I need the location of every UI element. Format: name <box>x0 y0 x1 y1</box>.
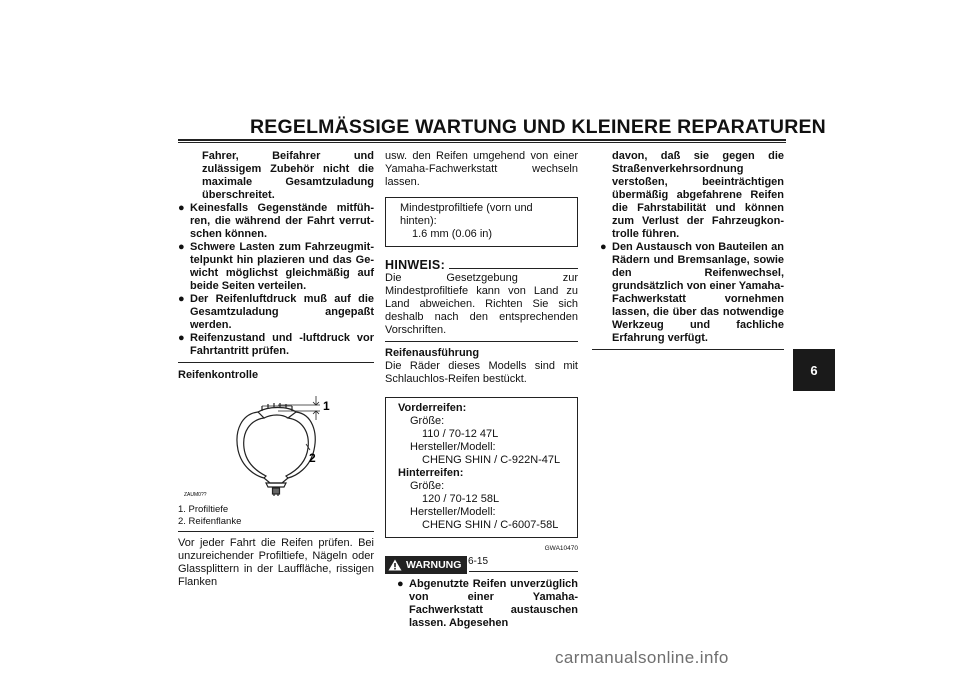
body-text: usw. den Reifen umgehend von einer Yamaha-Fachwerkstatt wechseln lassen. <box>385 150 578 188</box>
warning-bullet: ● Der Reifenluftdruck muß auf die Gesamtzuladung angepaßt werden. <box>178 293 374 331</box>
column-3 <box>592 150 784 350</box>
bullet-icon: ● <box>178 241 185 253</box>
figure-caption-1: 1. Profiltiefe <box>178 504 229 515</box>
page-number: 6-15 <box>468 556 489 567</box>
bullet-icon: ● <box>178 202 185 214</box>
note-header <box>385 259 578 272</box>
note-text: Die Gesetzgebung zur Mindestprofiltiefe kann von Land zu Land abweichen. Richten Sie sich deshalb nach den entsprechenden Vorschriften. <box>385 272 578 336</box>
page-title: REGELMÄSSIGE WARTUNG UND KLEINERE REPARATUREN <box>250 116 826 138</box>
figure-code: ZAUM0?? <box>184 492 207 498</box>
chapter-tab: 6 <box>793 349 835 391</box>
caption-divider <box>178 531 374 532</box>
warning-bullet: ● Keinesfalls Gegenstände mitführen, die während der Fahrt verrutschen können. <box>178 202 374 240</box>
warning-continuation: Fahrer, Beifahrer und zulässigem Zubehör nicht die maximale Gesamtzuladung überschreitet. <box>202 150 374 201</box>
section-divider <box>178 362 374 363</box>
note-label: HINWEIS: <box>385 258 446 272</box>
column-1 <box>178 150 374 589</box>
spec-box-tires: Vorderreifen: Größe: 110 / 70-12 47L Hersteller/Modell: CHENG SHIN / C-922N-47L Hinterreifen: Größe: 120 / 70-12 58L Hersteller/Modell: CHENG SHIN / C-6007-58L <box>385 397 578 538</box>
warning-bullet: ● Reifenzustand und -luftdruck vor Fahrtantritt prüfen. <box>178 332 374 357</box>
tire-diagram <box>178 384 374 502</box>
spec-box-tread-depth: Mindestprofiltiefe (vorn und hinten): 1.6 mm (0.06 in) <box>385 197 578 247</box>
warning-continuation: davon, daß sie gegen die Straßenverkehrsordnung verstoßen, beeinträchtigen übermäßig abgefahrene Reifen die Fahrstabilität und können zum Verlust der Fahrzeugkontrolle führen. <box>612 150 784 240</box>
bullet-icon: ● <box>178 332 185 344</box>
section-divider <box>385 341 578 342</box>
callout-1: 1 <box>323 399 330 413</box>
section-heading: Reifenausführung <box>385 347 480 359</box>
warning-badge: WARNUNG <box>385 556 467 574</box>
body-text: Die Räder dieses Modells sind mit Schlauchlos-Reifen bestückt. <box>385 360 578 385</box>
callout-2: 2 <box>309 451 316 465</box>
warning-bullet: ● Den Austausch von Bauteilen an Rädern und Bremsanlage, sowie den Reifenwechsel, grundsätzlich von einer Yamaha-Fachwerkstatt vornehmen lassen, die über das notwendige Werkzeug und fachliche Erfahrung verfügt. <box>600 241 784 344</box>
section-divider <box>592 349 784 350</box>
figure-caption-2: 2. Reifenflanke <box>178 516 242 527</box>
warning-bullet: ● Schwere Lasten zum Fahrzeugmittelpunkt hin plazieren und das Gewicht möglichst gleichmäßig auf beide Seiten verteilen. <box>178 241 374 292</box>
bullet-icon: ● <box>178 293 185 305</box>
watermark: carmanualsonline.info <box>555 648 729 667</box>
warning-code: GWA10470 <box>544 545 578 552</box>
section-heading: Reifenkontrolle <box>178 369 259 381</box>
warning-triangle-icon <box>388 559 402 571</box>
body-text: Vor jeder Fahrt die Reifen prüfen. Bei unzureichender Profiltiefe, Nägeln oder Glassplittern in der Lauffläche, rissigen Flanken <box>178 537 374 588</box>
bullet-icon: ● <box>600 241 607 253</box>
warning-bullet: ● Abgenutzte Reifen unverzüglich von einer Yamaha-Fachwerkstatt austauschen lassen. Abgesehen <box>397 578 578 629</box>
title-rule <box>178 139 786 144</box>
bullet-icon: ● <box>397 578 404 590</box>
